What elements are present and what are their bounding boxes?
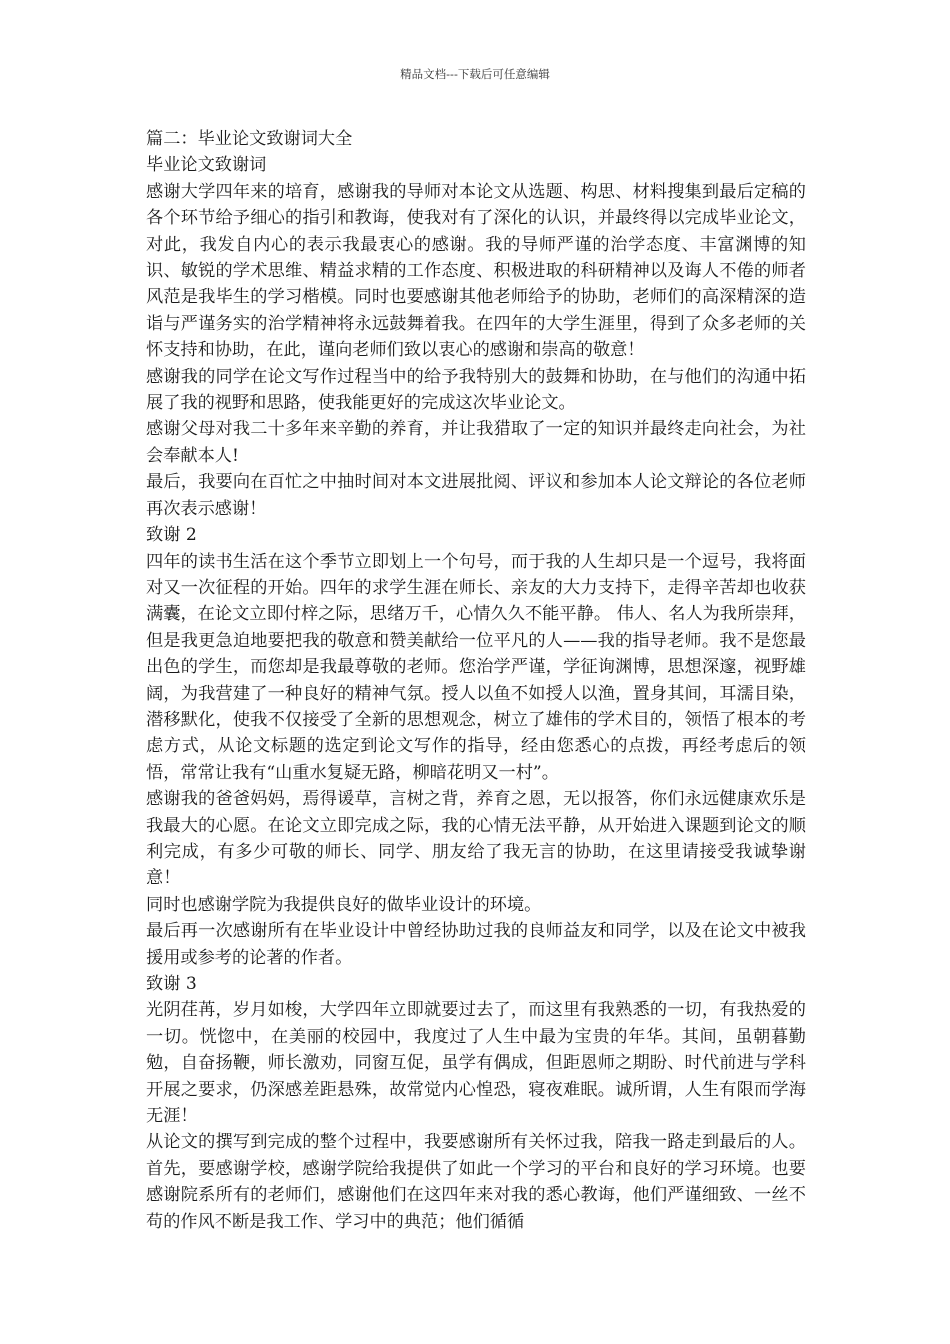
paragraph: 同时也感谢学院为我提供良好的做毕业设计的环境。 (146, 894, 542, 915)
paragraph: 感谢我的同学在论文写作过程当中的给予我特别大的鼓舞和协助，在与他们的沟通中拓展了我的视野和思路，使我能更好的完成这次毕业论文。 (146, 366, 806, 414)
page-header: 精品文档---下载后可任意编辑 (400, 67, 550, 81)
subsection-title: 致谢 2 (146, 525, 197, 546)
subsection-title: 毕业论文致谢词 (146, 155, 267, 176)
subsection-title: 致谢 3 (146, 974, 197, 994)
document-body (146, 126, 806, 1235)
paragraph: 最后再一次感谢所有在毕业设计中曾经协助过我的良师益友和同学，以及在论文中被我援用或参考的论著的作者。 (146, 921, 806, 968)
paragraph: 最后，我要向在百忙之中抽时间对本文进展批阅、评议和参加本人论文辩论的各位老师再次表示感谢！ (146, 472, 806, 519)
paragraph: 光阴荏苒，岁月如梭，大学四年立即就要过去了，而这里有我熟悉的一切，有我热爱的一切。恍惚中，在美丽的校园中，我度过了人生中最为宝贵的年华。其间，虽朝暮勤勉，自奋扬鞭，师长激劝，同窗互促，虽学有偶成，但距恩师之期盼、时代前进与学科开展之要求，仍深感差距悬殊，故常觉内心惶恐，寝夜难眠。诚所谓，人生有限而学海无涯！ (146, 1000, 806, 1127)
paragraph: 从论文的撰写到完成的整个过程中，我要感谢所有关怀过我，陪我一路走到最后的人。 首先，要感谢学校，感谢学院给我提供了如此一个学习的平台和良好的学习环境。也要感谢院系所有的老师们，感谢他们在这四年来对我的悉心教诲，他们严谨细致、一丝不苟的作风不断是我工作、学习中的典范；他们循循 (146, 1132, 806, 1232)
section-title: 篇二：毕业论文致谢词大全 (146, 129, 353, 149)
paragraph: 感谢父母对我二十多年来辛勤的养育，并让我猎取了一定的知识并最终走向社会，为社会奉献本人! (146, 419, 806, 466)
paragraph: 感谢我的爸爸妈妈，焉得谖草，言树之背，养育之恩，无以报答，你们永远健康欢乐是我最大的心愿。在论文立即完成之际，我的心情无法平静，从开始进入课题到论文的顺利完成，有多少可敬的师长、同学、朋友给了我无言的协助，在这里请接受我诚挚谢意！ (146, 789, 806, 889)
paragraph: 四年的读书生活在这个季节立即划上一个句号，而于我的人生却只是一个逗号，我将面对又一次征程的开始。四年的求学生涯在师长、亲友的大力支持下，走得辛苦却也收获满囊，在论文立即付梓之际，思绪万千，心情久久不能平静。 伟人、名人为我所崇拜，但是我更急迫地要把我的敬意和赞美献给一位平凡的人——我的指导老师。我不是您最出色的学生，而您却是我最尊敬的老师。您治学严谨，学征询渊博，思想深邃，视野雄阔，为我营建了一种良好的精神气氛。授人以鱼不如授人以渔，置身其间，耳濡目染，潜移默化，使我不仅接受了全新的思想观念，树立了雄伟的学术目的，领悟了根本的考虑方式，从论文标题的选定到论文写作的指导，经由您悉心的点拨，再经考虑后的领悟，常常让我有“山重水复疑无路，柳暗花明又一村”。 (146, 551, 806, 783)
paragraph: 感谢大学四年来的培育，感谢我的导师对本论文从选题、构思、材料搜集到最后定稿的各个环节给予细心的指引和教诲，使我对有了深化的认识，并最终得以完成毕业论文，对此，我发自内心的表示我最衷心的感谢。我的导师严谨的治学态度、丰富渊博的知识、敏锐的学术思维、精益求精的工作态度、积极进取的科研精神以及诲人不倦的师者风范是我毕生的学习楷模。同时也要感谢其他老师给予的协助，老师们的高深精深的造诣与严谨务实的治学精神将永远鼓舞着我。在四年的大学生涯里，得到了众多老师的关怀支持和协助，在此，谨向老师们致以衷心的感谢和崇高的敬意！ (146, 181, 806, 361)
